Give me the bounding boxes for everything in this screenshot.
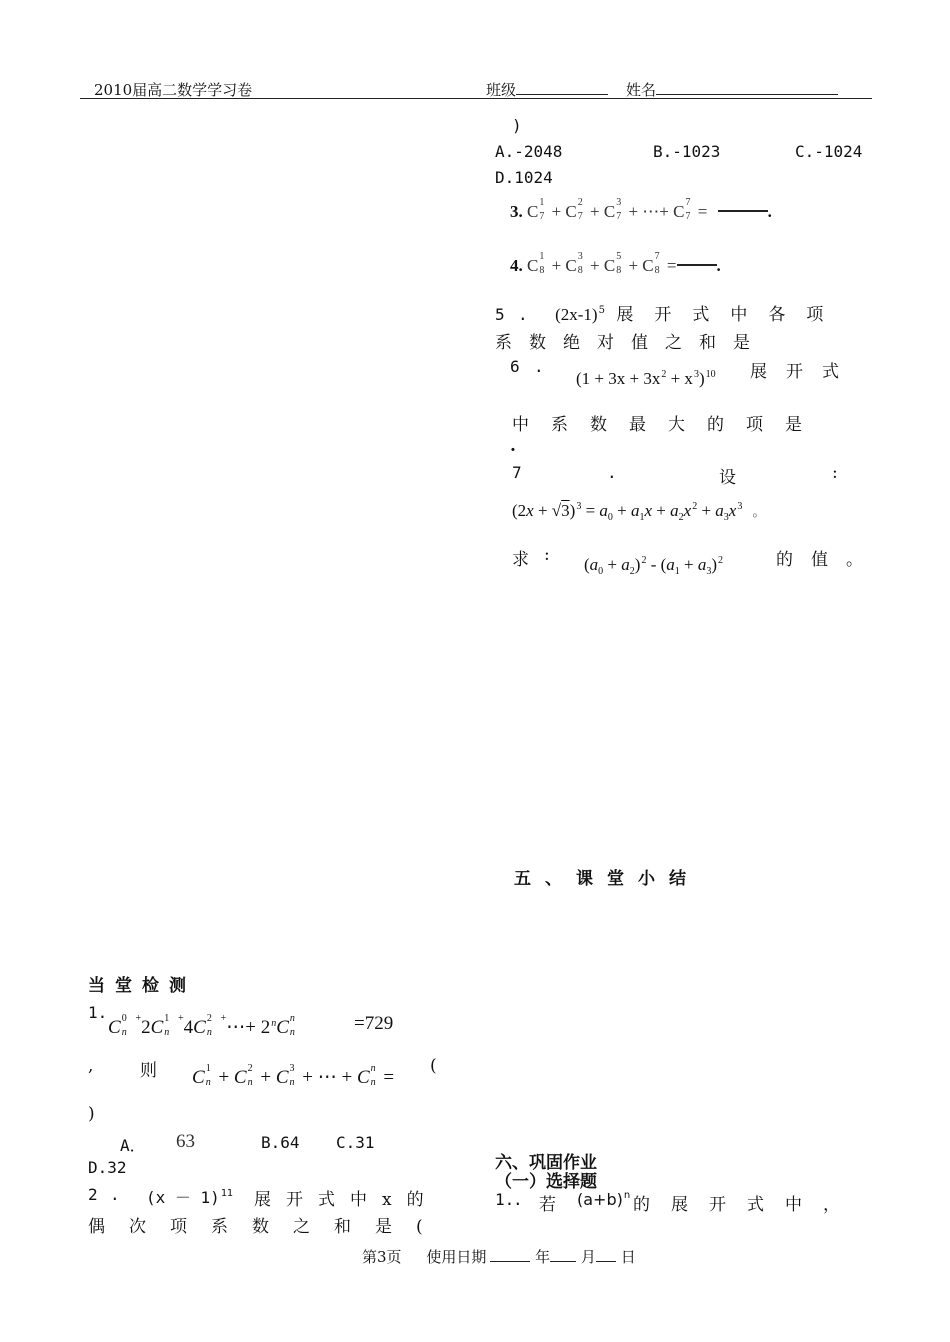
- lq1-equals: =729: [354, 1013, 394, 1034]
- lq1-close: ): [88, 1104, 95, 1124]
- lq1-paren: (: [430, 1056, 437, 1076]
- lq1-option-d: D.32: [88, 1158, 127, 1177]
- question-5: 5 . $(2x-1)^5$ 展开式中各项: [495, 305, 845, 325]
- date-day-blank: [596, 1261, 616, 1262]
- question-6: 6 . $(1 + 3x + 3x^2 + x^3)^{10}$ 展开式: [510, 357, 858, 388]
- class-blank: [516, 94, 608, 95]
- q7-equation: $(2x + √3)^3 = a_0 + a_1x + a_2x^2 + a_3x^3$ 。: [512, 501, 765, 523]
- q7-ask: 求 : $(a_0 + a_2)^2 - (a_1 + a_3)^2$ 的值。: [512, 545, 881, 577]
- section-5-title: 五、课堂小结: [514, 869, 700, 889]
- header-title: 2010届高二数学学习卷: [94, 81, 253, 99]
- name-blank: [656, 94, 838, 95]
- lq1-option-a-label: A．: [120, 1136, 146, 1155]
- lq1-formula: C 0 n +2C 1 n +4C 2 n +⋯+ $2^nC$ n n: [108, 1013, 295, 1038]
- q2-option-a: A.-2048: [495, 142, 563, 161]
- lq2-expr: $(x - 1)^{11}$: [146, 1188, 233, 1207]
- lq1-option-b: B.64: [261, 1133, 300, 1152]
- month-label: 月: [580, 1248, 596, 1266]
- header-rule: [80, 98, 872, 99]
- lq1-option-a-value: 63: [176, 1131, 195, 1152]
- q5-exponent: 5: [598, 305, 605, 316]
- footer: [362, 1246, 636, 1267]
- lq1-line1: [88, 1003, 448, 1037]
- q6-number: 6: [510, 357, 520, 376]
- q5-text-a: 展开式中各项: [616, 305, 845, 325]
- question-7: 7 . 设 :: [512, 463, 838, 488]
- year-label: 年: [535, 1248, 551, 1266]
- lq1-line2: , 则 C 1 n + C 2 n + C 3 n + ⋯ + C n n = (: [88, 1056, 437, 1088]
- lq2-text-a: 展开式中x的: [254, 1190, 439, 1210]
- q7-tail: 的值。: [776, 550, 881, 570]
- lq1-options-row: [88, 1131, 448, 1155]
- lq1-option-c: C.31: [336, 1133, 375, 1152]
- name-field: [626, 79, 838, 100]
- class-label: 班级: [486, 81, 517, 99]
- lq2-line1: 2 . $(x - 1)^{11}$ 展开式中x的: [88, 1185, 439, 1210]
- q2-option-d: D.1024: [495, 168, 553, 187]
- lq1-then: 则: [140, 1061, 157, 1081]
- q3-formula: C 1 7 + C 2 7 + C 3 7 + ⋯+ C 7 7 =: [527, 197, 708, 222]
- q4-answer-blank: [677, 264, 717, 266]
- q5-text-b: 系数绝对值之和是: [495, 333, 767, 353]
- hw1-text-a: 若: [539, 1195, 556, 1215]
- left-section-title: 当堂检测: [88, 976, 196, 996]
- date-year-blank: [490, 1261, 530, 1262]
- lq1-formula-2: C 1 n + C 2 n + C 3 n + ⋯ + C n n =: [192, 1063, 395, 1088]
- lq1-number: 1.: [88, 1003, 108, 1022]
- q6-text-b: 中系数最大的项是: [512, 415, 824, 435]
- date-label: 使用日期: [426, 1248, 487, 1266]
- q6-period: .: [510, 436, 516, 456]
- q7-number: 7: [512, 463, 522, 482]
- day-label: 日: [620, 1248, 636, 1266]
- q6-formula: $(1 + 3x + 3x^2 + x^3)^{10}$: [576, 369, 716, 388]
- section-6-title: 六、巩固作业: [495, 1153, 597, 1173]
- question-3: 3. C 1 7 + C 2 7 + C 3 7 + ⋯+ C 7 7 = .: [510, 197, 772, 222]
- q7-word: 设: [719, 468, 736, 488]
- hw1-number: 1.: [495, 1190, 515, 1209]
- subsection-1-title: （一）选择题: [495, 1172, 597, 1192]
- q5-number: 5: [495, 305, 505, 324]
- q2-option-c: C.-1024: [795, 142, 863, 161]
- q2-option-b: B.-1023: [653, 142, 721, 161]
- page-number: 第3页: [362, 1248, 402, 1266]
- q6-text-a: 展开式: [750, 362, 858, 382]
- q4-formula: C 1 8 + C 3 8 + C 5 8 + C 7 8 =: [527, 251, 677, 276]
- class-field: [486, 79, 608, 100]
- date-month-blank: [550, 1261, 576, 1262]
- q4-number: 4.: [510, 256, 523, 275]
- q7-ask-formula: $(a_0 + a_2)^2 - (a_1 + a_3)^2$: [584, 555, 724, 577]
- hw1-formula: $(a+b)^n$: [577, 1190, 631, 1209]
- q7-ask-word: 求: [512, 550, 529, 570]
- hw1-text-b: 的展开式中，: [633, 1195, 861, 1215]
- question-4: 4. C 1 8 + C 3 8 + C 5 8 + C 7 8 = .: [510, 251, 721, 276]
- q2-tail: ): [512, 116, 522, 135]
- q3-number: 3.: [510, 202, 523, 221]
- q5-expr: (2x-1): [555, 305, 598, 324]
- q3-answer-blank: [718, 210, 768, 212]
- q2-options-row: [495, 142, 867, 164]
- lq2-text-b: 偶次项系数之和是(: [88, 1217, 447, 1237]
- lq2-number: 2: [88, 1185, 98, 1204]
- name-label: 姓名: [626, 81, 657, 99]
- homework-1: 1. . 若 $(a+b)^n$ 的展开式中，: [495, 1190, 861, 1215]
